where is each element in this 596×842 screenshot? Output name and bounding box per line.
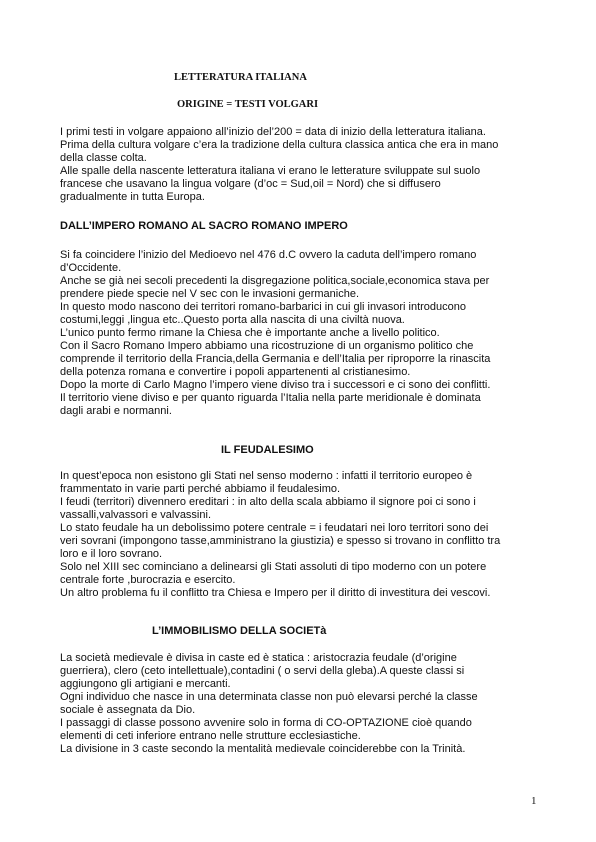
text-line: francese che usavano la lingua volgare (d’oc = Sud,oil = Nord) che si diffusero [60,178,441,190]
text-line: vassalli,valvassori e valvassini. [60,509,211,521]
text-line: La divisione in 3 caste secondo la mentalità medievale coinciderebbe con la Trinità. [60,743,466,755]
text-line: costumi,leggi ,lingua etc..Questo porta alla nascita di una civiltà nuova. [60,314,405,326]
text-line: dagli arabi e normanni. [60,405,172,417]
page-number: 1 [531,795,537,807]
text-line: I feudi (territori) divennero ereditari : in alto della scala abbiamo il signore poi ci sono i [60,496,476,508]
text-line: prendere piede specie nel V sec con le invasioni germaniche. [60,288,360,300]
text-line: frammentato in varie parti perché abbiamo il feudalesimo. [60,483,341,495]
text-line: veri sovrani (impongono tasse,amministrano la giustizia) e spesso si trovano in conflitto tra [60,535,501,547]
text-line: In quest’epoca non esistono gli Stati nel senso moderno : infatti il territorio europeo è [60,470,473,482]
text-line: elementi di ceti inferiore entrano nelle strutture ecclesiastiche. [60,730,361,742]
text-line: I passaggi di classe possono avvenire solo in forma di CO-OPTAZIONE cioè quando [60,717,472,729]
text-line: I primi testi in volgare appaiono all’inizio del’200 = data di inizio della letteratura italiana. [60,126,486,138]
text-line: In questo modo nascono dei territori romano-barbarici in cui gli invasori introducono [60,301,466,313]
document-subtitle: ORIGINE = TESTI VOLGARI [177,99,319,110]
section-heading-impero: DALL’IMPERO ROMANO AL SACRO ROMANO IMPERO [60,220,348,232]
text-line: Si fa coincidere l’inizio del Medioevo nel 476 d.C ovvero la caduta dell’impero romano [60,249,477,261]
text-line: Il territorio viene diviso e per quanto riguarda l’Italia nella parte meridionale è dominata [60,392,481,404]
text-line: Lo stato feudale ha un debolissimo potere centrale = i feudatari nei loro territori sono dei [60,522,489,534]
section-heading-immobilismo: L’IMMOBILISMO DELLA SOCIETà [152,625,327,637]
text-line: Anche se già nei secoli precedenti la disgregazione politica,sociale,economica stava per [60,275,490,287]
text-line: della potenza romana e convertire i popoli appartenenti al cristianesimo. [60,366,411,378]
text-line: guerriera), clero (ceto intellettuale),contadini ( o servi della gleba).A queste classi si [60,665,465,677]
text-line: comprende il territorio della Francia,della Germania e dell’Italia per riproporre la rinascita [60,353,491,365]
section-heading-feudalesimo: IL FEUDALESIMO [221,444,314,456]
text-line: loro e il loro sovrano. [60,548,163,560]
document-title: LETTERATURA ITALIANA [174,72,307,83]
text-line: aggiungono gli artigiani e mercanti. [60,678,231,690]
text-line: Ogni individuo che nasce in una determinata classe non può elevarsi perché la classe [60,691,478,703]
text-line: Alle spalle della nascente letteratura italiana vi erano le letterature sviluppate sul suolo [60,165,481,177]
text-line: L’unico punto fermo rimane la Chiesa che è importante anche a livello politico. [60,327,440,339]
text-line: della classe colta. [60,152,147,164]
text-line: centrale forte ,burocrazia e esercito. [60,574,236,586]
text-line: Prima della cultura volgare c’era la tradizione della cultura classica antica che era in mano [60,139,499,151]
text-line: Dopo la morte di Carlo Magno l’impero viene diviso tra i successori e ci sono dei conflitti. [60,379,491,391]
text-line: La società medievale è divisa in caste ed è statica : aristocrazia feudale (d’origine [60,652,457,664]
text-line: sociale è assegnata da Dio. [60,704,196,716]
text-line: Solo nel XIII sec cominciano a delinearsi gli Stati assoluti di tipo moderno con un potere [60,561,487,573]
text-line: Con il Sacro Romano Impero abbiamo una ricostruzione di un organismo politico che [60,340,474,352]
text-line: Un altro problema fu il conflitto tra Chiesa e Impero per il diritto di investitura dei vescovi. [60,587,491,599]
text-line: gradualmente in tutta Europa. [60,191,205,203]
text-line: d’Occidente. [60,262,122,274]
